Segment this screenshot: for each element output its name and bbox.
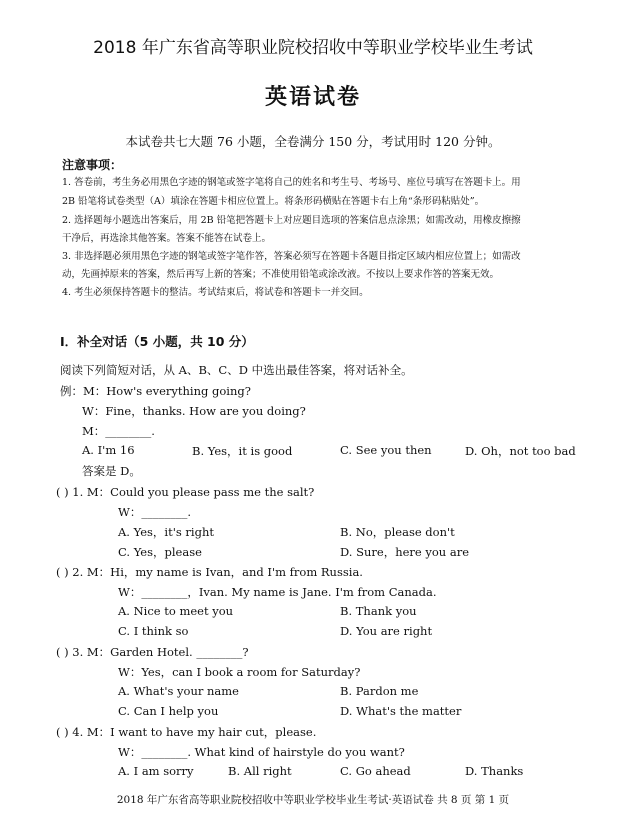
note-line: 4. 考生必须保持答题卡的整洁。考试结束后，将试卷和答题卡一并交回。	[62, 287, 369, 298]
exam-title: 2018 年广东省高等职业院校招收中等职业学校毕业生考试	[93, 38, 533, 58]
question-2-option-c: C. I think so	[118, 624, 189, 638]
question-1-reply: W：________.	[118, 505, 191, 519]
question-2-option-b: B. Thank you	[340, 604, 417, 618]
question-1-option-b: B. No，please don't	[340, 525, 455, 539]
example-option-d: D. Oh，not too bad	[465, 444, 576, 458]
question-4-option-a: A. I am sorry	[118, 764, 194, 778]
example-line-2: W：Fine，thanks. How are you doing?	[82, 404, 306, 418]
subject-title: 英语试卷	[264, 85, 361, 110]
question-3-option-c: C. Can I help you	[118, 704, 219, 718]
note-line: 1. 答卷前，考生务必用黑色字迹的钢笔或签字笔将自己的姓名和考生号、考场号、座位号填写在答题卡上。用	[62, 177, 521, 188]
note-line: 动，先画掉原来的答案，然后再写上新的答案；不准使用铅笔或涂改液。不按以上要求作答的答案无效。	[62, 269, 500, 280]
page-footer: 2018 年广东省高等职业院校招收中等职业学校毕业生考试·英语试卷 共 8 页 第 1 页	[116, 794, 510, 806]
question-4-reply: W：________. What kind of hairstyle do you want?	[118, 745, 405, 759]
note-line: 2B 铅笔将试卷类型（A）填涂在答题卡相应位置上。将条形码横贴在答题卡右上角“条形码粘贴处”。	[62, 196, 485, 207]
question-1-prompt: ( ) 1. M：Could you please pass me the salt?	[56, 485, 315, 499]
question-1-option-d: D. Sure，here you are	[340, 545, 470, 559]
question-4-prompt: ( ) 4. M：I want to have my hair cut，please.	[56, 725, 317, 739]
example-line-3: M：________.	[82, 424, 155, 438]
question-4-option-c: C. Go ahead	[340, 764, 411, 778]
question-2-reply: W：________，Ivan. My name is Jane. I'm from Canada.	[118, 585, 437, 599]
example-option-c: C. See you then	[340, 443, 432, 457]
intro-text: 本试卷共七大题 76 小题，全卷满分 150 分，考试用时 120 分钟。	[125, 134, 501, 149]
note-line: 2. 选择题每小题选出答案后，用 2B 铅笔把答题卡上对应题目选项的答案信息点涂黑；如需改动，用橡皮擦擦	[62, 215, 521, 226]
example-option-a: A. I'm 16	[82, 443, 135, 457]
question-3-option-b: B. Pardon me	[340, 684, 419, 698]
section-heading: Ⅰ．补全对话（5 小题，共 10 分）	[60, 334, 254, 349]
example-option-b: B. Yes，it is good	[192, 444, 293, 458]
question-2-prompt: ( ) 2. M：Hi，my name is Ivan，and I'm from Russia.	[56, 565, 363, 579]
question-4-option-b: B. All right	[228, 764, 292, 778]
question-1-option-c: C. Yes，please	[118, 545, 202, 559]
question-2-option-a: A. Nice to meet you	[118, 604, 234, 618]
note-line: 3. 非选择题必须用黑色字迹的钢笔或签字笔作答，答案必须写在答题卡各题目指定区域内相应位置上；如需改	[62, 251, 521, 262]
question-3-option-a: A. What's your name	[118, 684, 239, 698]
question-3-reply: W：Yes，can I book a room for Saturday?	[118, 665, 361, 679]
question-2-option-d: D. You are right	[340, 624, 433, 638]
notes-heading: 注意事项：	[62, 158, 123, 172]
example-line-1: 例：M：How's everything going?	[60, 384, 251, 398]
note-line: 干净后，再选涂其他答案。答案不能答在试卷上。	[62, 233, 272, 244]
question-4-option-d: D. Thanks	[465, 764, 524, 778]
section-instruction: 阅读下列简短对话，从 A、B、C、D 中选出最佳答案，将对话补全。	[60, 363, 413, 377]
example-answer: 答案是 D。	[82, 464, 141, 478]
question-3-option-d: D. What's the matter	[340, 704, 462, 718]
question-1-option-a: A. Yes，it's right	[118, 525, 214, 539]
question-3-prompt: ( ) 3. M：Garden Hotel. ________?	[56, 645, 249, 659]
